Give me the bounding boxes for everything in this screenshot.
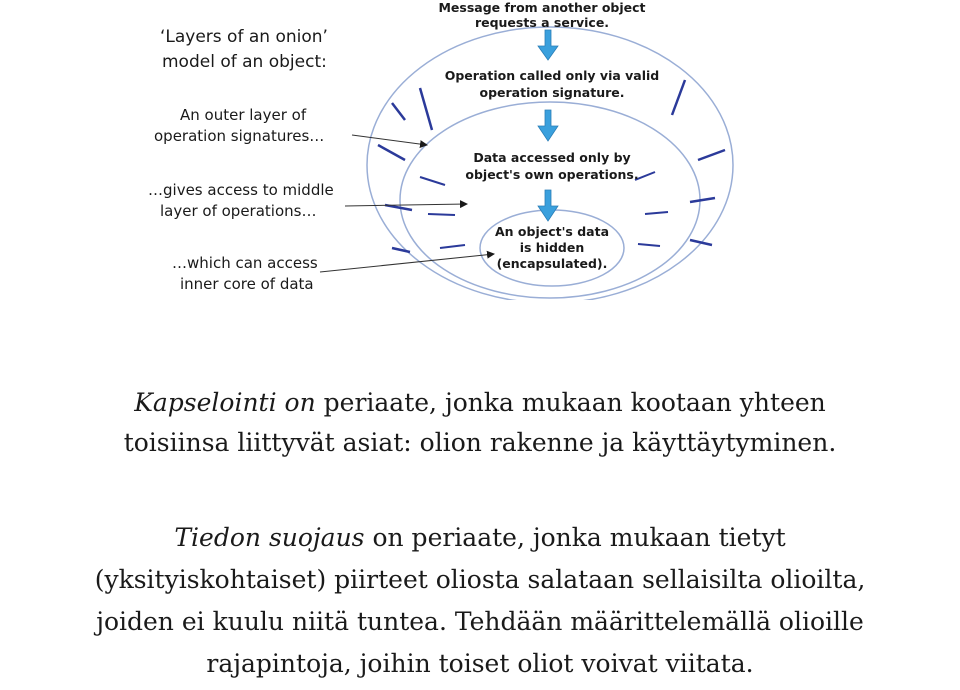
label-line: Data accessed only by bbox=[473, 150, 631, 165]
service-arrows bbox=[538, 30, 558, 221]
note-line: inner core of data bbox=[180, 275, 314, 293]
title-line: ‘Layers of an onion’ bbox=[160, 27, 328, 47]
layer-label-data bbox=[495, 224, 609, 271]
label-line: requests a service. bbox=[474, 15, 610, 30]
label-line: operation signature. bbox=[479, 85, 625, 100]
encapsulation-paragraph bbox=[0, 383, 960, 463]
note-line: An outer layer of bbox=[180, 106, 307, 124]
spoke bbox=[672, 80, 685, 115]
information-hiding-paragraph bbox=[0, 517, 960, 685]
term-encapsulation: Kapselointi on bbox=[134, 388, 316, 417]
pointer-inner bbox=[320, 254, 494, 272]
note-line: …which can access bbox=[172, 254, 318, 272]
side-note-middle bbox=[148, 181, 334, 220]
spoke bbox=[378, 145, 405, 160]
spoke bbox=[698, 150, 725, 160]
note-line: operation signatures… bbox=[154, 127, 325, 145]
spoke bbox=[420, 88, 432, 130]
paragraph-line bbox=[0, 517, 960, 559]
side-note-inner bbox=[172, 254, 318, 293]
spoke bbox=[690, 240, 712, 245]
label-line: (encapsulated). bbox=[496, 256, 608, 271]
layer-label-message bbox=[438, 0, 645, 30]
spoke bbox=[392, 103, 405, 120]
down-arrow-icon bbox=[538, 110, 558, 141]
spoke bbox=[420, 177, 445, 185]
layer-label-operations bbox=[465, 150, 638, 182]
spoke bbox=[638, 244, 660, 246]
label-line: Message from another object bbox=[438, 0, 646, 15]
pointer-middle bbox=[345, 204, 467, 206]
note-line: …gives access to middle bbox=[148, 181, 334, 199]
diagram-title bbox=[160, 27, 328, 72]
paragraph-line: joiden ei kuulu niitä tuntea. Tehdään määrittelemällä olioille bbox=[96, 607, 864, 636]
onion-model-diagram bbox=[0, 0, 960, 300]
line-text: on periaate, jonka mukaan tietyt bbox=[364, 523, 786, 552]
label-line: Operation called only via valid bbox=[444, 68, 660, 83]
paragraph-line: (yksityiskohtaiset) piirteet oliosta salataan sellaisilta olioilta, bbox=[94, 565, 866, 594]
down-arrow-icon bbox=[538, 30, 558, 60]
title-line: model of an object: bbox=[162, 52, 327, 72]
paragraph-line: rajapintoja, joihin toiset oliot voivat viitata. bbox=[206, 649, 754, 678]
side-note-outer bbox=[154, 106, 324, 145]
spoke bbox=[645, 212, 668, 214]
layer-label-signature bbox=[445, 68, 660, 100]
spoke bbox=[392, 248, 410, 252]
label-line: An object's data bbox=[494, 224, 610, 239]
note-line: layer of operations… bbox=[160, 202, 317, 220]
spoke bbox=[690, 198, 715, 202]
spoke bbox=[440, 245, 465, 248]
line-text: periaate, jonka mukaan kootaan yhteen bbox=[315, 388, 826, 417]
paragraph-line bbox=[0, 383, 960, 423]
pointer-outer bbox=[352, 135, 427, 145]
label-line: is hidden bbox=[519, 240, 585, 255]
term-information-hiding: Tiedon suojaus bbox=[174, 523, 365, 552]
down-arrow-icon bbox=[538, 190, 558, 221]
spoke bbox=[428, 214, 455, 215]
paragraph-line: toisiinsa liittyvät asiat: olion rakenne ja käyttäytyminen. bbox=[123, 428, 837, 457]
label-line: object's own operations. bbox=[465, 167, 639, 182]
